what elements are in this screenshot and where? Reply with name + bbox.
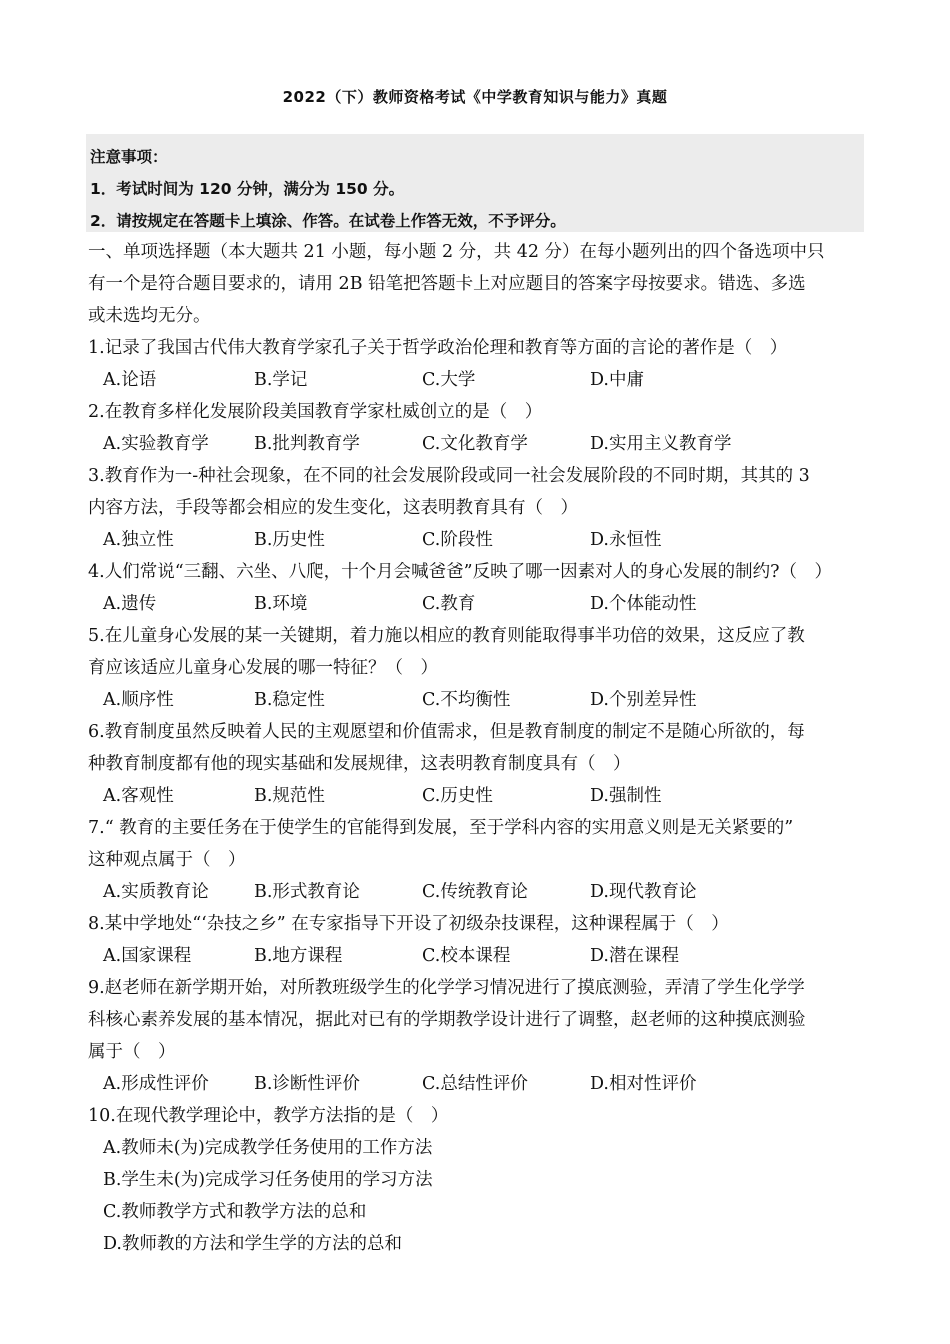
question-option: C.大学 [422,370,476,390]
question-stem: 3.教育作为一-种社会现象，在不同的社会发展阶段或同一社会发展阶段的不同时期，其其的 3 [88,466,810,486]
question-option: D.实用主义教育学 [590,434,732,454]
notice-item: 2．请按规定在答题卡上填涂、作答。在试卷上作答无效，不予评分。 [90,212,566,230]
page-title: 2022（下）教师资格考试《中学教育知识与能力》真题 [282,88,668,106]
question-stem: 5.在儿童身心发展的某一关键期，着力施以相应的教育则能取得事半功倍的效果，这反应了教 [88,626,805,646]
notice-box [86,134,864,232]
question-stem: 这种观点属于（ ） [88,850,246,870]
section-intro-line: 一、单项选择题（本大题共 21 小题，每小题 2 分，共 42 分）在每小题列出的四个备选项中只 [88,242,825,262]
question-option: D.教师教的方法和学生学的方法的总和 [103,1234,402,1254]
question-option: C.传统教育论 [422,882,528,902]
question-option: B.学记 [254,370,308,390]
question-option: A.实质教育论 [103,882,209,902]
question-stem: 2.在教育多样化发展阶段美国教育学家杜威创立的是（ ） [88,402,543,422]
question-stem: 9.赵老师在新学期开始，对所教班级学生的化学学习情况进行了摸底测验，弄清了学生化学学 [88,978,805,998]
question-option: D.个体能动性 [590,594,697,614]
question-option: A.形成性评价 [103,1074,209,1094]
question-option: A.论语 [103,370,157,390]
question-option: C.文化教育学 [422,434,528,454]
question-stem: 科核心素养发展的基本情况，据此对已有的学期教学设计进行了调整，赵老师的这种摸底测验 [88,1010,806,1030]
question-option: A.遗传 [103,594,157,614]
notice-item: 1．考试时间为 120 分钟，满分为 150 分。 [90,180,405,198]
question-option: D.永恒性 [590,530,662,550]
question-option: A.实验教育学 [103,434,209,454]
question-option: D.中庸 [590,370,644,390]
question-option: B.地方课程 [254,946,343,966]
section-intro-line: 或未选均无分。 [88,306,211,326]
question-option: D.强制性 [590,786,662,806]
question-option: D.潜在课程 [590,946,679,966]
question-option: C.校本课程 [422,946,511,966]
question-stem: 种教育制度都有他的现实基础和发展规律，这表明教育制度具有（ ） [88,754,631,774]
question-option: B.形式教育论 [254,882,360,902]
question-option: B.诊断性评价 [254,1074,360,1094]
question-stem: 4.人们常说“三翻、六坐、八爬，十个月会喊爸爸”反映了哪一因素对人的身心发展的制约?（ ） [88,562,832,582]
question-option: C.阶段性 [422,530,493,550]
question-stem: 6.教育制度虽然反映着人民的主观愿望和价值需求，但是教育制度的制定不是随心所欲的，每 [88,722,805,742]
notice-heading: 注意事项： [90,148,168,166]
question-option: B.学生未(为)完成学习任务使用的学习方法 [103,1170,433,1190]
question-option: C.历史性 [422,786,493,806]
section-intro-line: 有一个是符合题目要求的，请用 2B 铅笔把答题卡上对应题目的答案字母按要求。错选、多选 [88,274,806,294]
question-option: A.国家课程 [103,946,192,966]
question-stem: 内容方法，手段等都会相应的发生变化，这表明教育具有（ ） [88,498,578,518]
question-option: D.现代教育论 [590,882,697,902]
question-stem: 属于（ ） [88,1042,176,1062]
question-option: A.独立性 [103,530,174,550]
question-stem: 10.在现代教学理论中，教学方法指的是（ ） [88,1106,449,1126]
question-option: B.批判教育学 [254,434,360,454]
question-option: B.稳定性 [254,690,325,710]
question-option: B.历史性 [254,530,325,550]
question-option: A.教师未(为)完成教学任务使用的工作方法 [103,1138,433,1158]
question-option: C.教育 [422,594,476,614]
question-option: C.总结性评价 [422,1074,528,1094]
question-option: B.规范性 [254,786,325,806]
question-option: C.教师教学方式和教学方法的总和 [103,1202,367,1222]
question-option: A.顺序性 [103,690,174,710]
question-option: B.环境 [254,594,308,614]
question-option: D.相对性评价 [590,1074,697,1094]
question-stem: 1.记录了我国古代伟大教育学家孔子关于哲学政治伦理和教育等方面的言论的著作是（ ） [88,338,788,358]
question-option: A.客观性 [103,786,174,806]
question-stem: 7.“ 教育的主要任务在于使学生的官能得到发展，至于学科内容的实用意义则是无关紧要的” [88,818,794,838]
question-stem: 8.某中学地处“‘杂技之乡” 在专家指导下开设了初级杂技课程，这种课程属于（ ） [88,914,729,934]
question-option: D.个别差异性 [590,690,697,710]
question-stem: 育应该适应儿童身心发展的哪一特征？（ ） [88,658,438,678]
question-option: C.不均衡性 [422,690,511,710]
